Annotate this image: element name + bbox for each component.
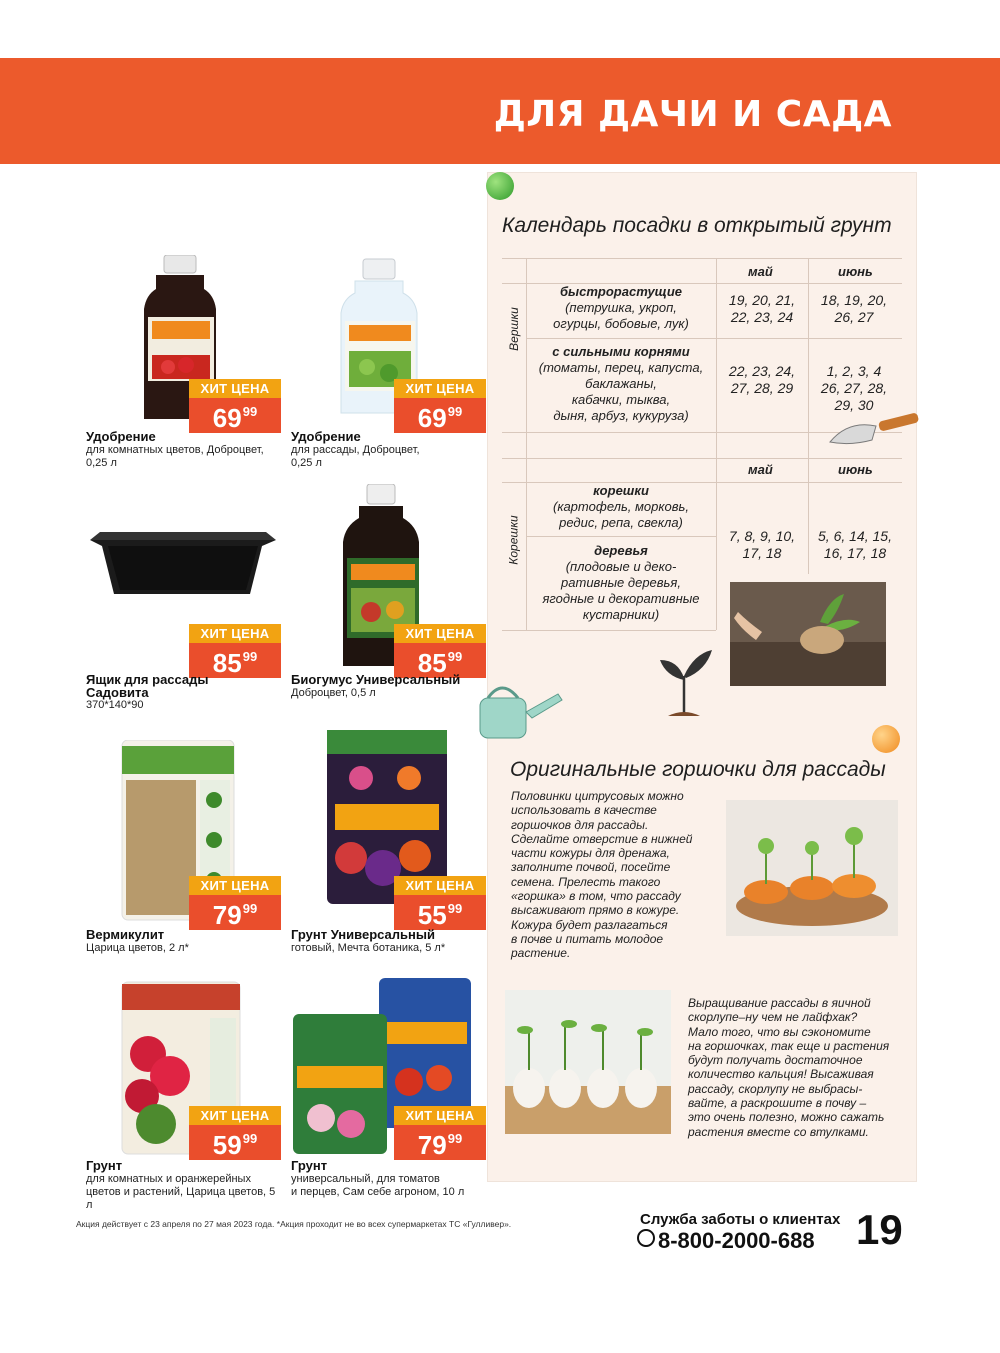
price-tag: ХИТ ЦЕНА $85^{99}$ xyxy=(394,624,486,678)
product-name: Биогумус Универсальный xyxy=(291,672,461,687)
citrus-pots-photo xyxy=(726,800,898,936)
month-header: май xyxy=(748,462,773,477)
product-card[interactable] xyxy=(86,740,281,975)
price-tag: ХИТ ЦЕНА $55^{99}$ xyxy=(394,876,486,930)
product-name: Вермикулит xyxy=(86,927,165,942)
product-card[interactable] xyxy=(291,978,486,1213)
crop-cell: деревья (плодовые и деко- ративные деревья, ягодные и декоративные кустарники) xyxy=(542,543,700,622)
grid-line xyxy=(526,338,902,339)
promo-footnote: Акция действует с 23 апреля по 27 мая 2023 года. *Акция проходит не во всех супермаркетах ТС «Гулливер». xyxy=(76,1219,512,1229)
product-name: Садовита xyxy=(86,685,149,700)
product-card[interactable] xyxy=(86,978,281,1213)
product-card[interactable] xyxy=(86,498,281,733)
group-label: Корешки xyxy=(506,515,521,565)
crop-cell: с сильными корнями (томаты, перец, капуста, баклажаны, кабачки, тыква, дыня, арбуз, кукуруза) xyxy=(538,344,704,423)
product-desc: Доброцвет, 0,5 л xyxy=(291,687,376,699)
product-desc: 370*140*90 xyxy=(86,699,144,711)
grid-line xyxy=(716,258,717,630)
pots-title: Оригинальные горшочки для рассады xyxy=(510,758,886,781)
phone-icon xyxy=(637,1229,655,1247)
group-label: Вершки xyxy=(506,307,521,351)
product-desc: цветов и растений, Царица цветов, 5 л xyxy=(86,1186,276,1211)
grid-line xyxy=(502,258,902,259)
price-tag: ХИТ ЦЕНА $59^{99}$ xyxy=(189,1106,281,1160)
product-card[interactable] xyxy=(86,255,281,490)
pots-text-eggshell: Выращивание рассады в яичной скорлупе–ну чем не лайфхак? Мало того, что вы сэкономите на горшочках, так еще и растения будут получать достаточное количество кальция! Высаживая рассаду, скорлупу не выбрасы- вайте, а раскрошите в почву – это очень полезно, можно сажать растения вместе со втулками. xyxy=(688,996,890,1139)
price-tag: ХИТ ЦЕНА $69^{99}$ xyxy=(189,379,281,433)
green-pin-icon xyxy=(486,172,514,200)
header-banner xyxy=(0,58,1000,164)
product-name: Ящик для рассады xyxy=(86,672,209,687)
product-desc: Царица цветов, 2 л* xyxy=(86,942,189,954)
dates-cell: 22, 23, 24, 27, 28, 29 xyxy=(728,363,796,396)
month-header: июнь xyxy=(838,462,873,477)
product-desc: для рассады, Доброцвет, xyxy=(291,444,420,456)
product-desc: готовый, Мечта ботаника, 5 л* xyxy=(291,942,446,954)
product-name: Удобрение xyxy=(291,429,361,444)
product-desc: для комнатных цветов, Доброцвет, xyxy=(86,444,264,456)
page-number: 19 xyxy=(856,1206,903,1253)
grid-line xyxy=(502,458,902,459)
sprout-icon xyxy=(654,640,714,720)
dates-cell: 1, 2, 3, 4 26, 27, 28, 29, 30 xyxy=(820,363,888,413)
phone-number[interactable]: 8-800-2000-688 xyxy=(637,1228,815,1254)
product-name: Удобрение xyxy=(86,429,156,444)
product-name: Грунт Универсальный xyxy=(291,927,435,942)
product-name: Грунт xyxy=(291,1158,328,1173)
product-card[interactable] xyxy=(291,484,486,719)
orange-pin-icon xyxy=(872,725,900,753)
product-desc: для комнатных и оранжерейных xyxy=(86,1173,251,1185)
product-name: Грунт xyxy=(86,1158,123,1173)
price-tag: ХИТ ЦЕНА $69^{99}$ xyxy=(394,379,486,433)
grid-line xyxy=(526,258,527,630)
watering-can-icon xyxy=(474,676,564,746)
grid-line xyxy=(526,536,716,537)
page-title: ДЛЯ ДАЧИ И САДА xyxy=(493,94,892,135)
product-desc: 0,25 л xyxy=(86,457,117,469)
grid-line xyxy=(502,630,716,631)
trowel-icon xyxy=(826,412,922,452)
dates-cell: 5, 6, 14, 15, 16, 17, 18 xyxy=(818,528,892,561)
customer-service-label: Служба заботы о клиентах xyxy=(640,1211,841,1228)
eggshell-pots-photo xyxy=(505,990,671,1134)
product-card[interactable] xyxy=(291,728,486,963)
month-header: июнь xyxy=(838,264,873,279)
plant-photo xyxy=(730,582,886,686)
dates-cell: 7, 8, 9, 10, 17, 18 xyxy=(728,528,796,561)
product-desc: 0,25 л xyxy=(291,457,322,469)
product-desc: универсальный, для томатов xyxy=(291,1173,440,1185)
price-tag: ХИТ ЦЕНА $85^{99}$ xyxy=(189,624,281,678)
product-card[interactable] xyxy=(291,255,486,490)
dates-cell: 18, 19, 20, 26, 27 xyxy=(820,292,888,325)
crop-cell: корешки (картофель, морковь, редис, репа, свекла) xyxy=(552,483,689,530)
month-header: май xyxy=(748,264,773,279)
calendar-title: Календарь посадки в открытый грунт xyxy=(502,214,892,237)
price-tag: ХИТ ЦЕНА $79^{99}$ xyxy=(394,1106,486,1160)
pots-text-citrus: Половинки цитрусовых можно использовать в качестве горшочков для рассады. Сделайте отверстие в нижней части кожуры для дренажа, заполните почвой, посейте семена. Прелесть такого «горшка» в том, что рассаду высаживают прямо в кожуре. Кожура будет разлагаться в почве и питать молодое растение. xyxy=(511,789,693,961)
dates-cell: 19, 20, 21, 22, 23, 24 xyxy=(728,292,796,325)
product-desc: и перцев, Сам себе агроном, 10 л xyxy=(291,1186,465,1198)
price-tag: ХИТ ЦЕНА $79^{99}$ xyxy=(189,876,281,930)
crop-cell: быстрорастущие (петрушка, укроп, огурцы, бобовые, лук) xyxy=(553,284,689,331)
